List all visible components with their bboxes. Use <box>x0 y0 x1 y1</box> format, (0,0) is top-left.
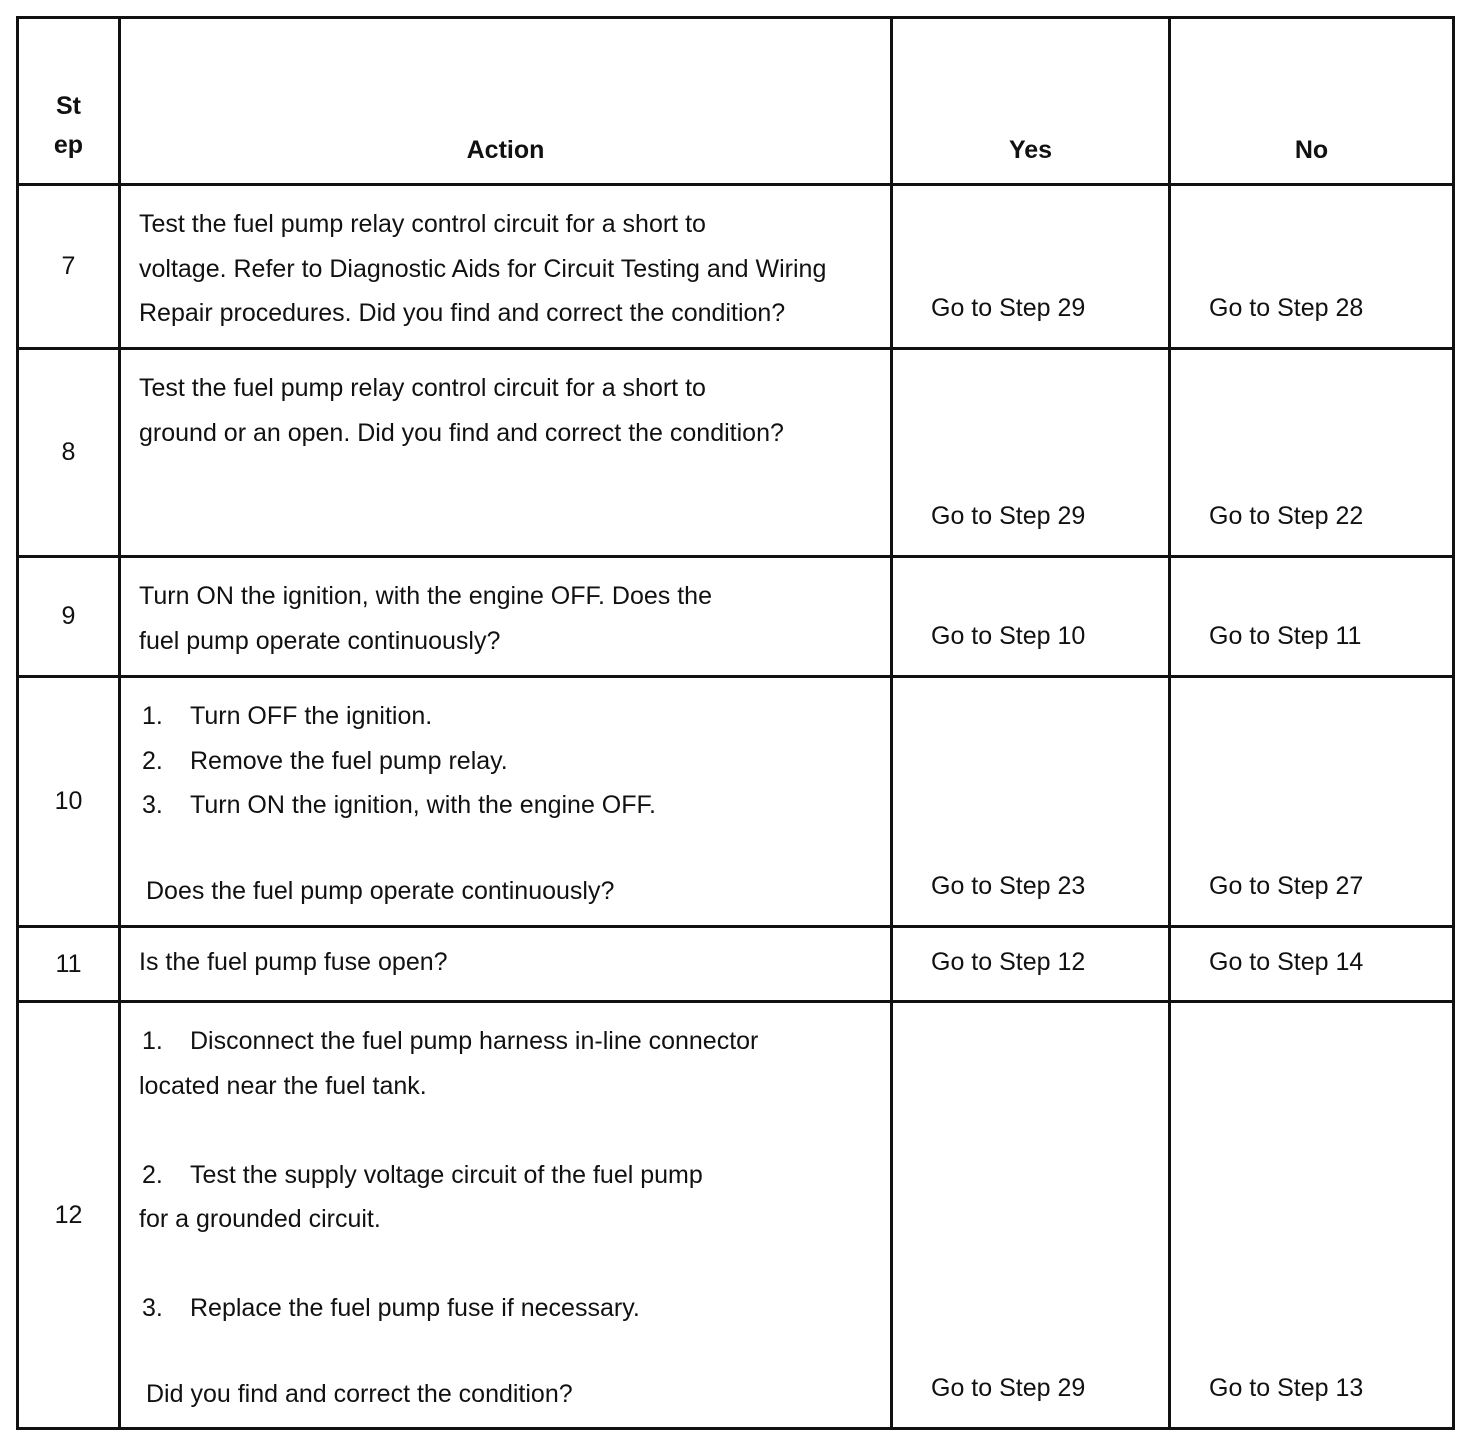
action-question: Did you find and correct the condition? <box>146 1379 573 1408</box>
yes-cell: Go to Step 12 <box>892 927 1170 1002</box>
action-line: Is the fuel pump fuse open? <box>139 947 448 976</box>
list-number: 1. <box>142 702 163 730</box>
step-number: 9 <box>18 557 120 677</box>
no-cell: Go to Step 22 <box>1170 349 1454 557</box>
list-number: 3. <box>142 791 163 819</box>
action-line: fuel pump operate continuously? <box>139 626 501 655</box>
list-continuation: for a grounded circuit. <box>139 1205 381 1233</box>
list-number: 1. <box>142 1027 163 1055</box>
step-number: 12 <box>18 1002 120 1429</box>
table-row-step-10 <box>18 677 1454 927</box>
header-row <box>18 18 1454 185</box>
table-row-step-11 <box>18 927 1454 1002</box>
action-line: Repair procedures. Did you find and correct the condition? <box>139 299 786 327</box>
yes-cell: Go to Step 23 <box>892 677 1170 927</box>
no-cell: Go to Step 27 <box>1170 677 1454 927</box>
list-item <box>139 1286 884 1331</box>
table-row-step-7 <box>18 185 1454 349</box>
header-action: Action <box>120 18 892 185</box>
header-yes: Yes <box>892 18 1170 185</box>
action-line: Test the fuel pump relay control circuit for a short to <box>139 210 706 238</box>
list-item <box>139 694 884 739</box>
step-number: 10 <box>18 677 120 927</box>
action-question: Does the fuel pump operate continuously? <box>146 876 615 905</box>
action-cell <box>120 677 892 927</box>
yes-cell: Go to Step 29 <box>892 185 1170 349</box>
yes-cell: Go to Step 29 <box>892 1002 1170 1429</box>
step-number: 11 <box>18 927 120 1002</box>
list-number: 2. <box>142 1160 163 1189</box>
action-cell <box>120 927 892 1002</box>
list-number: 3. <box>142 1294 163 1322</box>
yes-cell: Go to Step 29 <box>892 349 1170 557</box>
table-row-step-12 <box>18 1002 1454 1429</box>
action-cell <box>120 1002 892 1429</box>
action-cell <box>120 349 892 557</box>
list-item <box>139 1019 884 1064</box>
list-text: Remove the fuel pump relay. <box>190 746 508 775</box>
list-text: Disconnect the fuel pump harness in-line connector <box>190 1027 759 1055</box>
header-step: St ep <box>18 18 120 185</box>
action-line: voltage. Refer to Diagnostic Aids for Circuit Testing and Wiring <box>139 254 827 283</box>
action-line: Turn ON the ignition, with the engine OFF. Does the <box>139 582 712 610</box>
list-text: Turn ON the ignition, with the engine OFF. <box>190 791 656 819</box>
step-number: 7 <box>18 185 120 349</box>
list-text: Turn OFF the ignition. <box>190 702 433 730</box>
step-number: 8 <box>18 349 120 557</box>
no-cell: Go to Step 11 <box>1170 557 1454 677</box>
list-item <box>139 783 884 828</box>
yes-cell: Go to Step 10 <box>892 557 1170 677</box>
list-item <box>139 1153 884 1198</box>
list-text: Test the supply voltage circuit of the fuel pump <box>190 1160 703 1189</box>
table-row-step-8 <box>18 349 1454 557</box>
diagnostic-table <box>16 16 1455 1430</box>
no-cell: Go to Step 13 <box>1170 1002 1454 1429</box>
action-line: ground or an open. Did you find and correct the condition? <box>139 418 784 447</box>
action-cell <box>120 557 892 677</box>
no-cell: Go to Step 14 <box>1170 927 1454 1002</box>
table-row-step-9 <box>18 557 1454 677</box>
header-no: No <box>1170 18 1454 185</box>
no-cell: Go to Step 28 <box>1170 185 1454 349</box>
list-text: Replace the fuel pump fuse if necessary. <box>190 1294 640 1322</box>
list-item <box>139 739 884 784</box>
list-continuation: located near the fuel tank. <box>139 1071 427 1100</box>
action-line: Test the fuel pump relay control circuit for a short to <box>139 374 706 402</box>
list-number: 2. <box>142 746 163 775</box>
action-cell <box>120 185 892 349</box>
